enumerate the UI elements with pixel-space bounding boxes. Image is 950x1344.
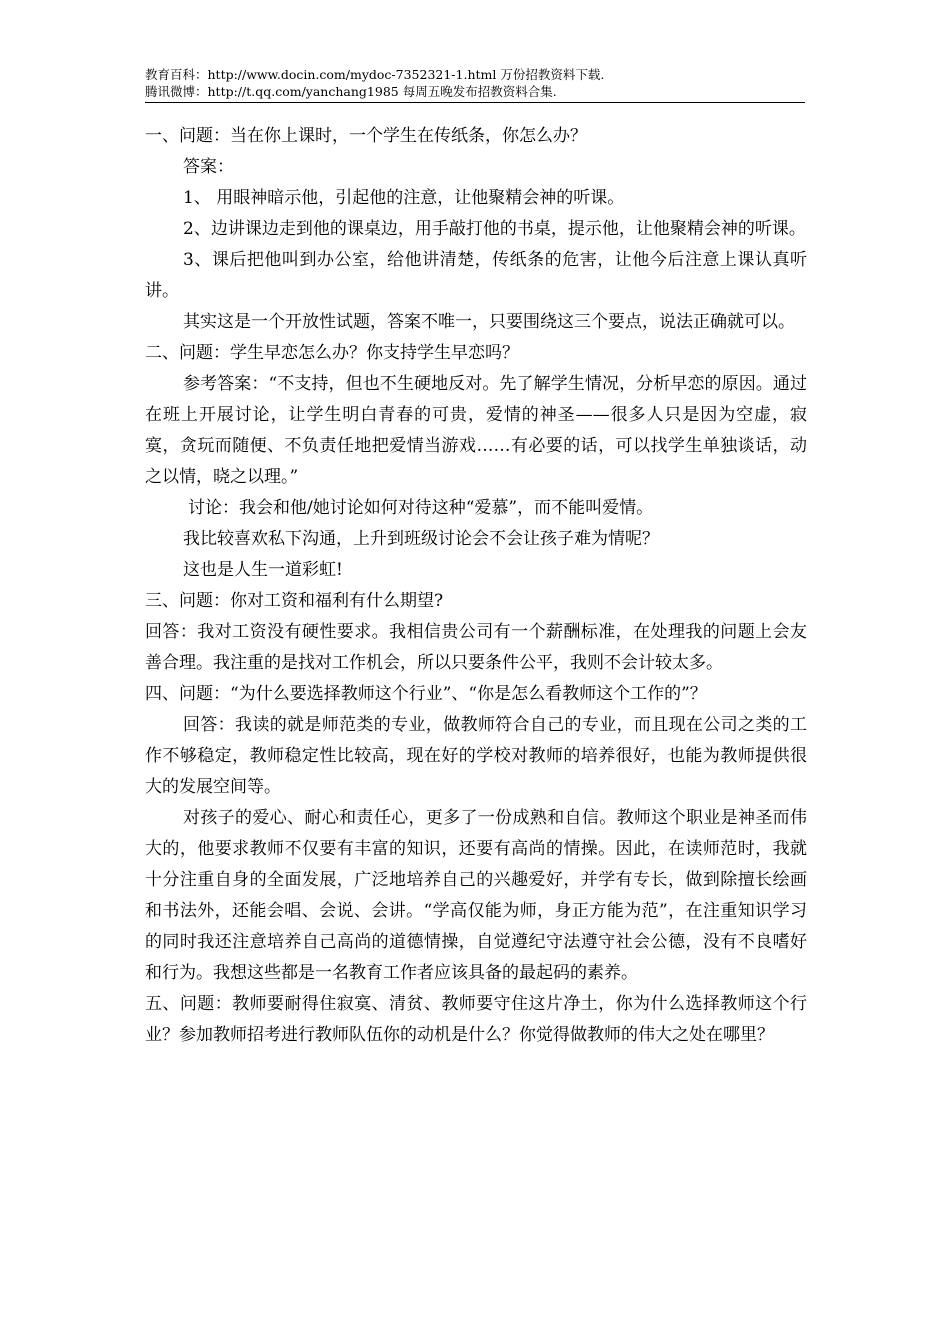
question-3-answer: 回答：我对工资没有硬性要求。我相信贵公司有一个薪酬标准，在处理我的问题上会友善合理。我注重的是找对工作机会，所以只要条件公平，我则不会计较太多。: [145, 622, 807, 673]
question-5-heading: 五、问题：教师要耐得住寂寞、清贫、教师要守住这片净土，你为什么选择教师这个行业？参加教师招考进行教师队伍你的动机是什么？你觉得做教师的伟大之处在哪里？: [145, 994, 807, 1045]
page-header: [145, 66, 805, 103]
question-4-heading: 四、问题：“为什么要选择教师这个行业”、“你是怎么看教师这个工作的”？: [145, 684, 707, 704]
header-line-weibo: 腾讯微博：http://t.qq.com/yanchang1985 每周五晚发布招教资料合集.: [145, 84, 557, 99]
question-4-answer: 回答：我读的就是师范类的专业，做教师符合自己的专业，而且现在公司之类的工作不够稳定，教师稳定性比较高，现在好的学校对教师的培养很好，也能为教师提供很大的发展空间等。: [145, 715, 807, 797]
answer-point-1: 1、 用眼神暗示他，引起他的注意，让他聚精会神的听课。: [183, 188, 625, 208]
question-4-answer-continued: 对孩子的爱心、耐心和责任心，更多了一份成熟和自信。教师这个职业是神圣而伟大的，他要求教师不仅要有丰富的知识，还要有高尚的情操。因此，在读师范时，我就十分注重自身的全面发展，广泛地培养自己的兴趣爱好，并学有专长，做到除擅长绘画和书法外，还能会唱、会说、会讲。“学高仅能为师，身正方能为范”，在注重知识学习的同时我还注意培养自己高尚的道德情操，自觉遵纪守法遵守社会公德，没有不良嗜好和行为。我想这些都是一名教育工作者应该具备的最起码的素养。: [145, 808, 807, 983]
header-line-docin: 教育百科：http://www.docin.com/mydoc-7352321-1.html 万份招教资料下载.: [145, 67, 605, 82]
answer-point-3: 3、课后把他叫到办公室，给他讲清楚，传纸条的危害，让他今后注意上课认真听讲。: [145, 250, 807, 301]
document-body: [145, 121, 807, 1051]
answer-label: 答案：: [183, 157, 234, 177]
question-2-heading: 二、问题：学生早恋怎么办？你支持学生早恋吗？: [145, 343, 519, 363]
communication-paragraph: 我比较喜欢私下沟通，上升到班级讨论会不会让孩子难为情呢？: [183, 529, 659, 549]
rainbow-paragraph: 这也是人生一道彩虹!: [183, 560, 343, 580]
answer-point-2: 2、边讲课边走到他的课桌边，用手敲打他的书桌，提示他，让他聚精会神的听课。: [183, 219, 806, 239]
discussion-paragraph: 讨论：我会和他/她讨论如何对待这种“爱慕”，而不能叫爱情。: [188, 498, 654, 518]
reference-answer: 参考答案：“不支持，但也不生硬地反对。先了解学生情况，分析早恋的原因。通过在班上开展讨论，让学生明白青春的可贵，爱情的神圣——很多人只是因为空虚，寂寞，贪玩而随便、不负责任地把爱情当游戏……有必要的话，可以找学生单独谈话，动之以情，晓之以理。”: [145, 374, 807, 487]
question-3-heading: 三、问题：你对工资和福利有什么期望?: [145, 591, 444, 611]
question-1-heading: 一、问题：当在你上课时，一个学生在传纸条，你怎么办？: [145, 126, 587, 146]
answer-note: 其实这是一个开放性试题，答案不唯一，只要围绕这三个要点，说法正确就可以。: [183, 312, 795, 332]
